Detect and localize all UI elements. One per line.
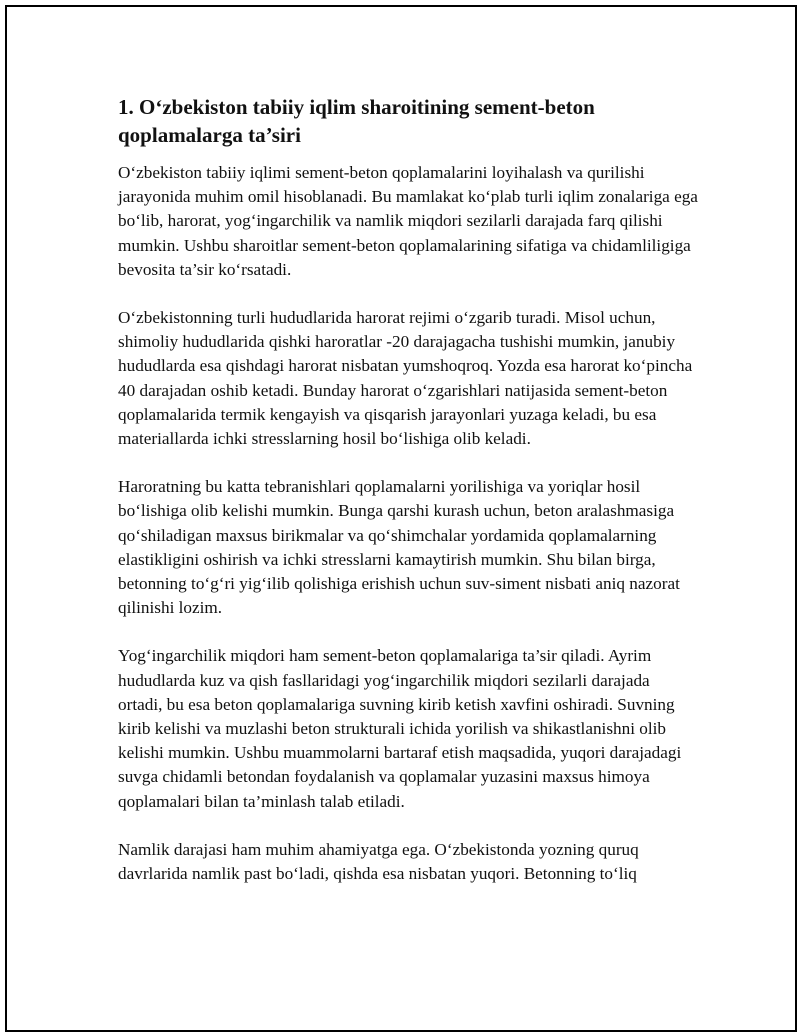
paragraph-humidity: Namlik darajasi ham muhim ahamiyatga ega. O‘zbekistonda yozning quruq davrlarida namlik past bo‘ladi, qishda esa nisbatan yuqori. Betonning to‘liq bbox=[118, 839, 639, 884]
paragraph-temperature-regime: O‘zbekistonning turli hududlarida harorat rejimi o‘zgarib turadi. Misol uchun, shimoliy hududlarida qishki haroratlar -20 darajagacha tushishi mumkin, janubiy hududlarda esa qishdagi harorat nisbatan yumshoqroq. Yozda esa harorat ko‘pincha 40 darajadan oshib ketadi. Bunday harorat o‘zgarishlari natijasida sement-beton qoplamalarida termik kengayish va qisqarish jarayonlari yuzaga keladi, bu esa materiallarda ichki stresslarning hosil bo‘lishiga olib keladi. bbox=[118, 308, 693, 449]
document-body bbox=[118, 93, 698, 910]
paragraph-precipitation: Yog‘ingarchilik miqdori ham sement-beton qoplamalariga ta’sir qiladi. Ayrim hududlarda kuz va qish fasllaridagi yog‘ingarchilik miqdori sezilarli darajada ortadi, bu esa beton qoplamalariga suvning kirib ketish xavfini oshiradi. Suvning kirib kelishi va muzlashi beton strukturali ichida yorilish va shikastlanishni olib kelishi mumkin. Ushbu muammolarni bartaraf etish maqsadida, yuqori darajadagi suvga chidamli betondan foydalanish va qoplamalar yuzasini maxsus himoya qoplamalari bilan ta’minlash talab etiladi. bbox=[118, 646, 682, 811]
paragraph-temperature-fluctuations: Haroratning bu katta tebranishlari qoplamalarni yorilishiga va yoriqlar hosil bo‘lishiga olib kelishi mumkin. Bunga qarshi kurash uchun, beton aralashmasiga qo‘shiladigan maxsus birikmalar va qo‘shimchalar yordamida qoplamalarning elastikligini oshirish va ichki stresslarni kamaytirish mumkin. Shu bilan birga, betonning to‘g‘ri yig‘ilib qolishiga erishish uchun suv-siment nisbati aniq nazorat qilinishi lozim. bbox=[118, 477, 680, 618]
paragraph-climate-intro: O‘zbekiston tabiiy iqlimi sement-beton qoplamalarini loyihalash va qurilishi jarayonida muhim omil hisoblanadi. Bu mamlakat ko‘plab turli iqlim zonalariga ega bo‘lib, harorat, yog‘ingarchilik va namlik miqdori sezilarli darajada farq qilishi mumkin. Ushbu sharoitlar sement-beton qoplamalarining sifatiga va chidamliligiga bevosita ta’sir ko‘rsatadi. bbox=[118, 163, 698, 279]
section-heading: 1. O‘zbekiston tabiiy iqlim sharoitining sement-beton qoplamalarga ta’siri bbox=[118, 95, 595, 147]
